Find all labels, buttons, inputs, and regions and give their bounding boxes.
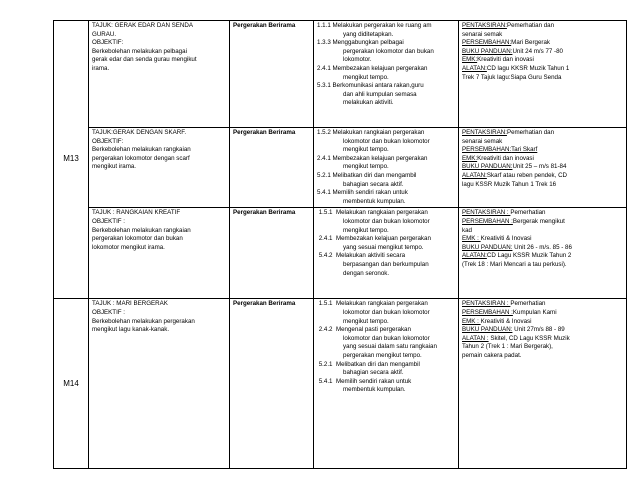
nota-value: Tahun 2 (Trek 1 : Mari Bergerak), — [462, 343, 553, 351]
tajuk-line: TAJUK : RANGKAIAN KREATIF — [92, 209, 181, 217]
standard-text: bahagian secara aktif. — [343, 369, 404, 377]
standard-text: pergerakan mengikut tempo. — [343, 351, 422, 359]
standard-text: Melakukan rangkaian pergerakan — [332, 129, 425, 136]
kemahiran-cell: Pergerakan Berirama — [230, 128, 314, 208]
standard-text: Membezakan kelajuan pergerakan — [332, 154, 428, 162]
kemahiran-cell: Pergerakan Berirama — [230, 208, 314, 299]
standard-text: lokomotor dan bukan lokomotor — [343, 217, 430, 225]
standard-text: Melibatkan diri dan mengambil — [332, 171, 417, 179]
nota-value: Unit 24 m/s 77 -80 — [512, 47, 563, 55]
nota-value: Bergerak mengikut — [512, 217, 565, 225]
nota-key: BUKU PANDUAN: — [462, 326, 513, 334]
nota-key: PENTAKSIRAN: — [462, 129, 507, 136]
standard-number: 2.4.1 — [317, 64, 331, 72]
standard-text: Menggabungkan pelbagai — [332, 39, 404, 47]
tajuk-line: Berkebolehan melakukan rangkaian — [92, 146, 191, 154]
nota-key: EMK : — [462, 235, 481, 243]
standard-text: pergerakan lokomotor dan bukan — [343, 47, 434, 55]
nota-key: PENTAKSIRAN: — [462, 22, 507, 29]
standard-text: melakukan aktiviti. — [343, 99, 394, 107]
standard-text: yang diditetapkan. — [343, 30, 394, 38]
nota-value: Unit 25 – m/s 81-84 — [512, 163, 567, 171]
nota-value: pemain cakera padat. — [462, 351, 522, 359]
table-row — [54, 21, 627, 128]
tajuk-line: TAJUK:GERAK DENGAN SKARF. — [92, 129, 187, 136]
standard-number: 1.1.1 — [317, 22, 331, 29]
standard-text: Melakukan pergerakan ke ruang am — [332, 22, 432, 29]
nota-cell — [459, 128, 627, 208]
nota-key: EMK: — [462, 154, 478, 162]
nota-cell — [459, 21, 627, 128]
table-row — [54, 208, 627, 299]
nota-key: ALATAN: — [462, 252, 487, 260]
nota-value: Pemerhatian dan — [506, 22, 555, 29]
standard-cell — [314, 299, 459, 469]
lesson-plan-table — [53, 20, 627, 469]
nota-value: Kreativiti & Inovasi — [480, 235, 532, 243]
standard-number: 2.4.2 — [318, 326, 333, 334]
standard-text: lokomotor. — [343, 56, 372, 64]
tajuk-line: mengikut irama. — [92, 163, 137, 171]
tajuk-line: TAJUK: GERAK EDAR DAN SENDA — [92, 22, 193, 29]
standard-number: 1.3.3 — [317, 39, 331, 47]
nota-value: Kreativiti dan inovasi — [477, 154, 534, 162]
standard-text: mengikut tempo. — [343, 317, 389, 325]
standard-number: 2.4.1 — [318, 235, 333, 243]
standard-text: dan ahli kumpulan semasa — [343, 90, 417, 98]
standard-number: 5.4.2 — [318, 252, 333, 260]
kemahiran-cell: Pergerakan Berirama — [230, 21, 314, 128]
standard-text: membentuk kumpulan. — [343, 197, 406, 205]
nota-value: Unit 27m/s 88 - 89 — [512, 326, 565, 334]
nota-cell — [459, 208, 627, 299]
week-cell: M14 — [54, 299, 89, 469]
standard-text: lokomotor dan bukan lokomotor — [343, 334, 430, 342]
standard-text: Berkomunikasi antara rakan,guru — [332, 82, 424, 90]
week-cell: M13 — [54, 21, 89, 299]
nota-cell — [459, 299, 627, 469]
standard-number: 5.2.1 — [318, 360, 333, 368]
standard-text: Membezakan kelajuan pergerakan — [335, 235, 431, 243]
standard-number: 1.5.2 — [317, 129, 331, 136]
tajuk-cell — [89, 128, 230, 208]
standard-text: lokomotor dan bukan lokomotor — [343, 137, 430, 145]
tajuk-cell — [89, 21, 230, 128]
tajuk-line: lokomotor mengikut irama. — [92, 243, 165, 251]
standard-text: lokomotor dan bukan lokomotor — [343, 308, 430, 316]
tajuk-cell — [89, 208, 230, 299]
nota-value: CD Lagu KSSR Muzik Tahun 2 — [486, 252, 572, 260]
standard-text: dengan seronok. — [343, 269, 390, 277]
tajuk-line: mengikut lagu kanak-kanak. — [92, 326, 170, 334]
standard-number: 5.2.1 — [317, 171, 331, 179]
standard-text: mengikut tempo. — [343, 146, 389, 154]
tajuk-line: pergerakan lokomotor dengan scarf — [92, 154, 190, 162]
nota-key: PENTAKSIRAN : — [462, 300, 511, 308]
standard-cell — [314, 208, 459, 299]
tajuk-line: pergerakan lokomotor dan bukan — [92, 235, 183, 243]
tajuk-line: OBJEKTIF: — [92, 39, 124, 47]
nota-value: kad — [462, 226, 472, 234]
tajuk-line: OBJEKTIF : — [92, 217, 126, 225]
tajuk-line: OBJEKTIF : — [92, 308, 126, 316]
standard-text: berpasangan dan berkumpulan — [343, 260, 429, 268]
standard-text: mengikut tempo. — [343, 73, 389, 81]
nota-value: CD lagu KKSR Muzik Tahun 1 — [486, 64, 570, 72]
nota-value: Skitel, CD Lagu KSSR Muzik — [488, 334, 570, 342]
nota-value: Skarf atau reben pendek, CD — [486, 171, 568, 179]
standard-number: 5.4.1 — [317, 189, 331, 197]
tajuk-line: Berkebolehan melakukan pergerakan — [92, 317, 195, 325]
tajuk-line: Berkebolehan melakukan pelbagai — [92, 47, 187, 55]
nota-key: ALATAN: — [462, 171, 487, 179]
standard-text: Memilih sendiri rakan untuk — [332, 189, 408, 197]
tajuk-line: TAJUK : MARI BERGERAK — [92, 300, 168, 308]
tajuk-line: GURAU. — [92, 30, 117, 38]
nota-key: BUKU PANDUAN: — [462, 163, 513, 171]
nota-key: BUKU PANDUAN: — [462, 243, 513, 251]
standard-text: yang sesuai mengikut tempo. — [343, 243, 424, 251]
standard-text: Membezakan kelajuan pergerakan — [332, 64, 428, 72]
nota-key: PERSEMBAHAN : — [462, 217, 513, 225]
standard-number: 2.4.1 — [317, 154, 331, 162]
standard-text: Memilih sendiri rakan untuk — [335, 377, 412, 385]
nota-key: BUKU PANDUAN: — [462, 47, 513, 55]
table-row — [54, 299, 627, 469]
tajuk-line: OBJEKTIF: — [92, 137, 124, 145]
nota-key: EMK: — [462, 56, 478, 64]
nota-key: ALATAN : — [462, 334, 489, 342]
nota-value: lagu KSSR Muzik Tahun 1 Trek 16 — [462, 180, 557, 188]
nota-key: EMK : — [462, 317, 481, 325]
nota-key: PERSEMBAHAN : — [462, 308, 513, 316]
nota-value: Kumpulan Kami — [512, 308, 557, 316]
standard-cell — [314, 21, 459, 128]
standard-text: Melibatkan diri dan mengambil — [335, 360, 420, 368]
tajuk-line: Berkebolehan melakukan rangkaian — [92, 226, 191, 234]
standard-text: Melakukan rangkaian pergerakan — [335, 300, 428, 308]
nota-value: Kreativiti & Inovasi — [480, 317, 532, 325]
standard-text: bahagian secara aktif. — [343, 180, 404, 188]
standard-text: Mengenal pasti pergerakan — [335, 326, 411, 334]
standard-number: 5.4.1 — [318, 377, 333, 385]
nota-key: PERSEMBAHAN: — [462, 146, 512, 154]
standard-text: mengikut tempo. — [343, 226, 389, 234]
nota-value: Trek 7 Tajuk lagu:Siapa Guru Senda — [462, 73, 562, 81]
nota-value: Pemerhatian dan — [506, 129, 555, 136]
nota-key: ALATAN: — [462, 64, 487, 72]
nota-value: senarai semak — [462, 30, 503, 38]
nota-value: Pemerhatian — [510, 300, 546, 308]
nota-value: (Trek 18 : Mari Mencari a tau perkusi). — [462, 260, 567, 268]
nota-value: Tari Skarf — [511, 146, 538, 154]
nota-value: Pemerhatian — [510, 209, 546, 217]
nota-value: Unit 26 - m/s. 85 - 86 — [512, 243, 572, 251]
nota-key: PENTAKSIRAN : — [462, 209, 511, 217]
standard-text: mengikut tempo. — [343, 163, 389, 171]
standard-number: 1.5.1 — [318, 300, 333, 308]
standard-text: Melakukan aktiviti secara — [335, 252, 406, 260]
kemahiran-cell: Pergerakan Berirama — [230, 299, 314, 469]
nota-key: PERSEMBAHAN: — [462, 39, 512, 47]
tajuk-cell — [89, 299, 230, 469]
nota-value: senarai semak — [462, 137, 503, 145]
standard-text: Melakukan rangkaian pergerakan — [335, 209, 428, 217]
standard-text: yang sesuai dalam satu rangkaian — [343, 343, 437, 351]
table-row — [54, 128, 627, 208]
standard-cell — [314, 128, 459, 208]
tajuk-line: gerak edar dan senda gurau mengikut — [92, 56, 197, 64]
standard-text: membentuk kumpulan. — [343, 386, 406, 394]
nota-value: Mari Bergerak — [511, 39, 551, 47]
standard-number: 5.3.1 — [317, 82, 331, 90]
nota-value: Kreativiti dan inovasi — [477, 56, 534, 64]
tajuk-line: irama. — [92, 64, 110, 72]
standard-number: 1.5.1 — [318, 209, 333, 217]
